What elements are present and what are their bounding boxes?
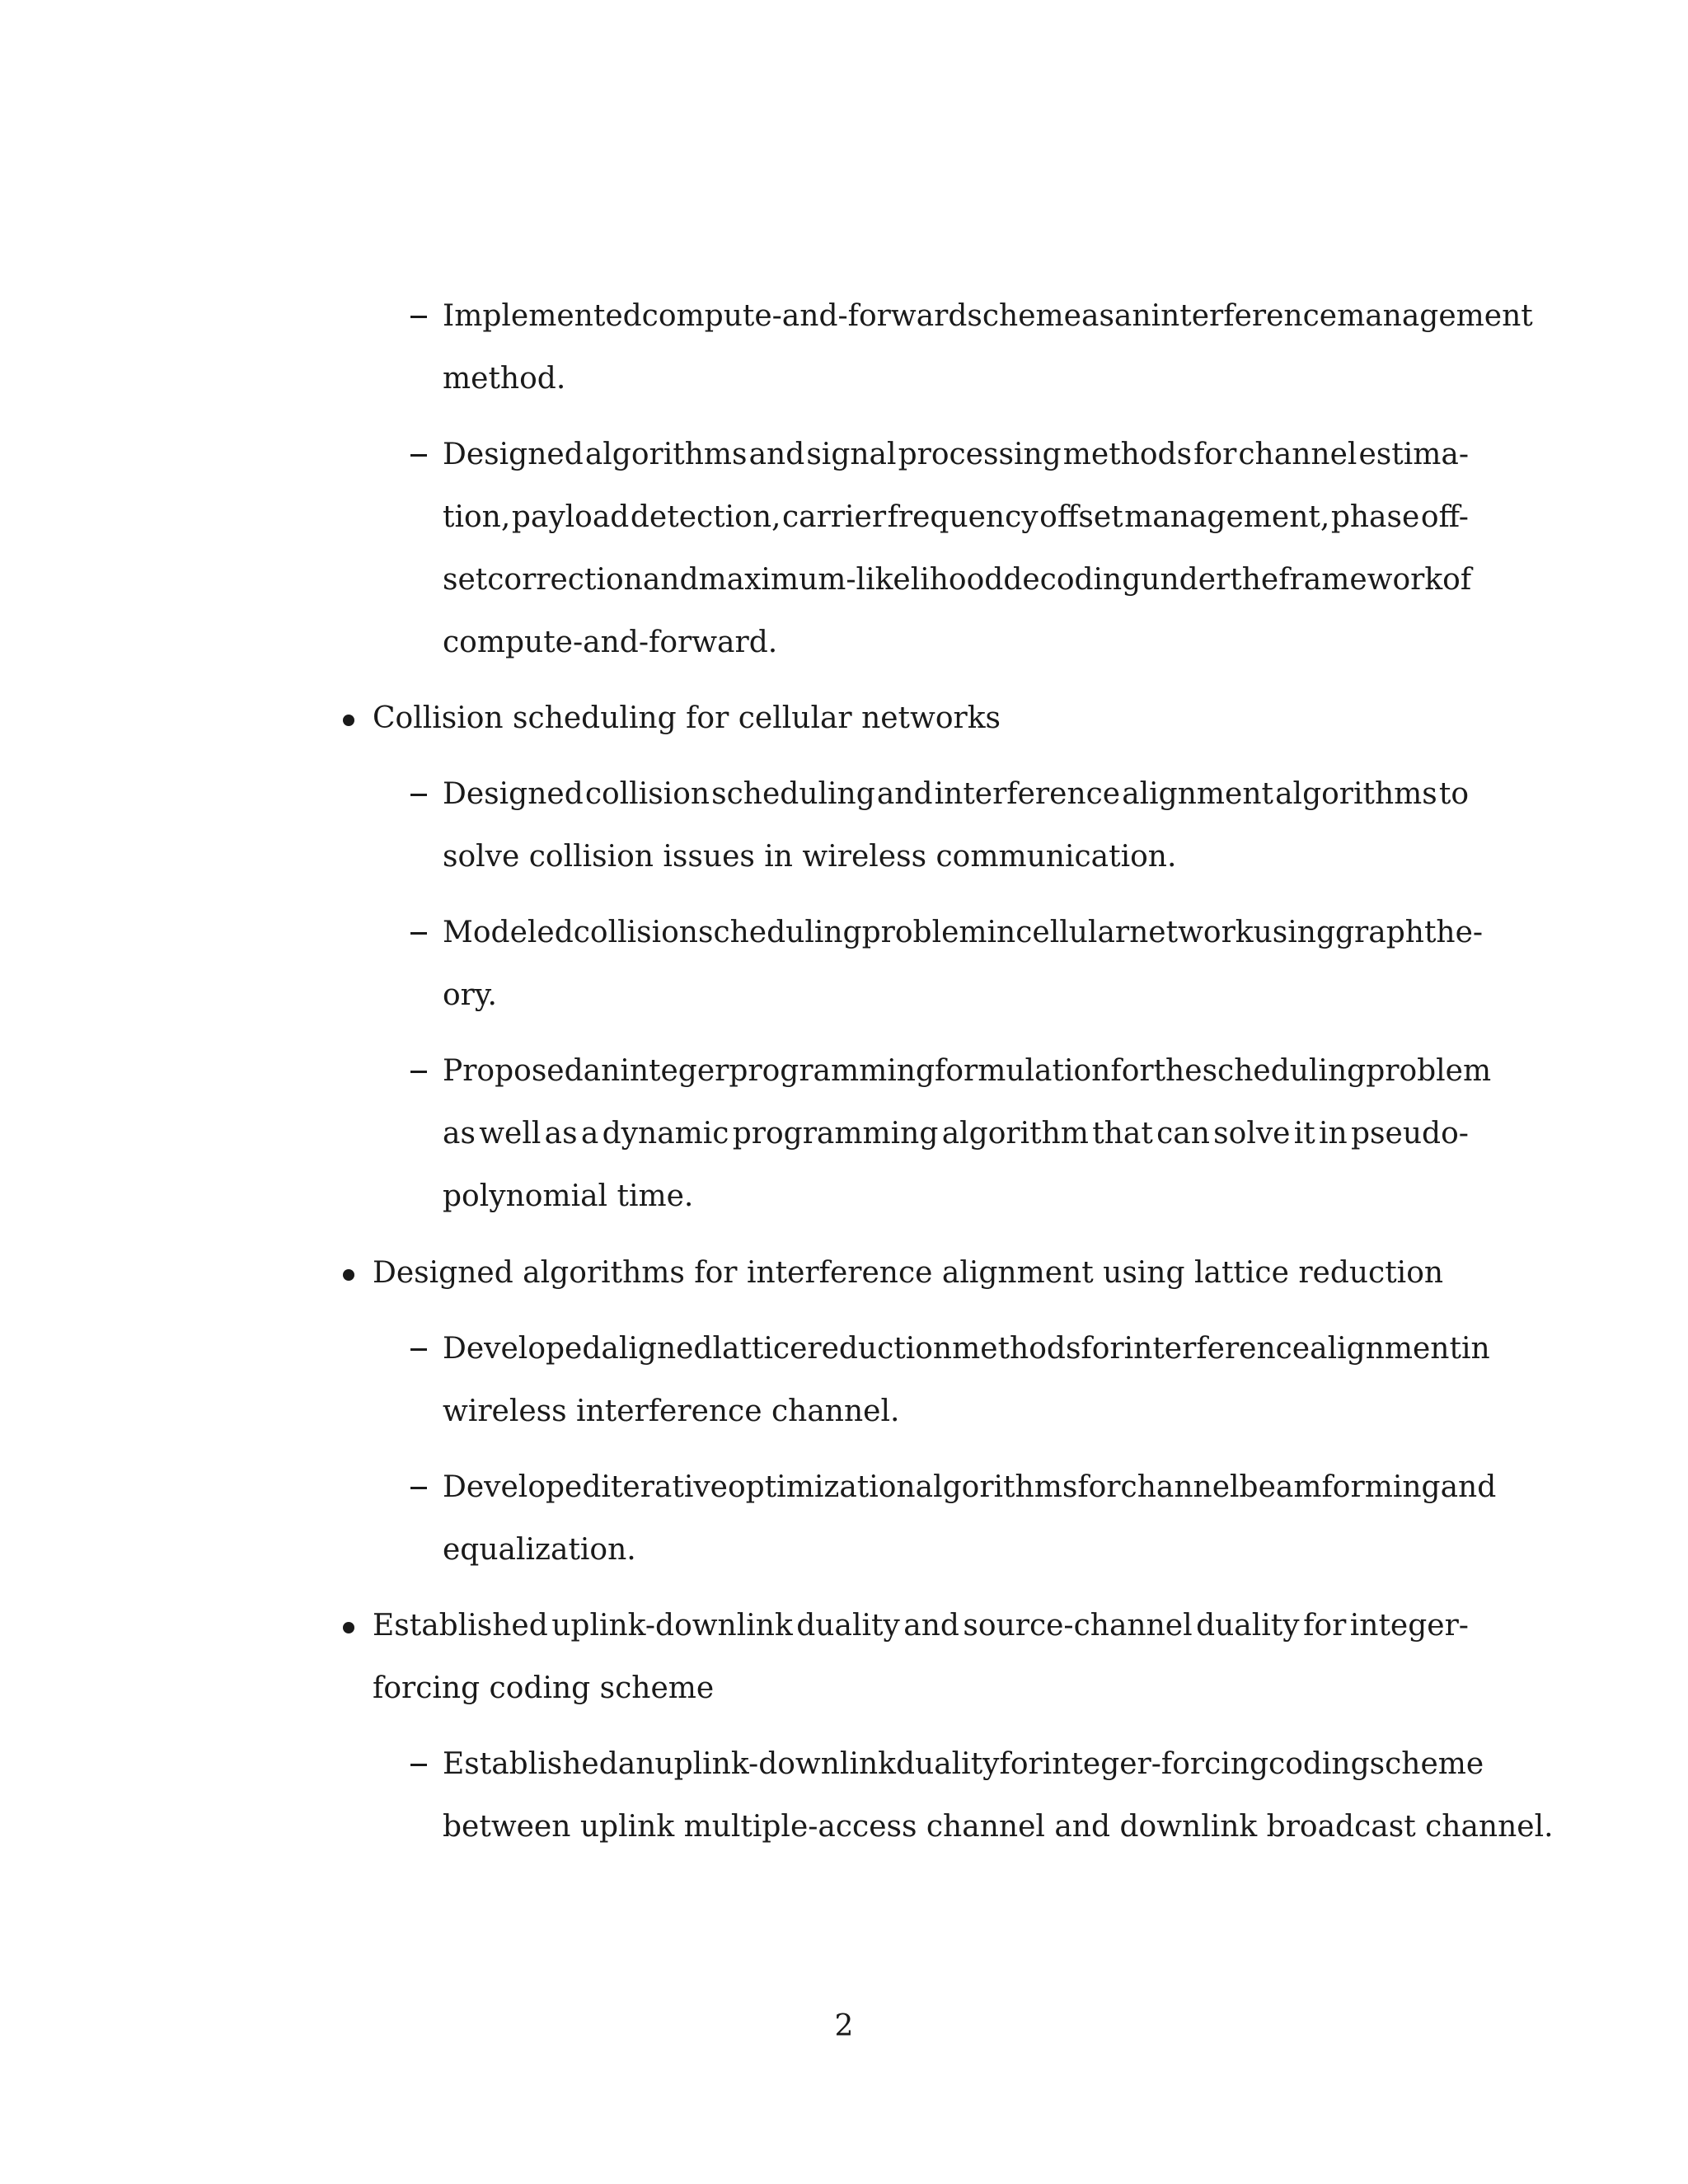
bullet-item-line: Established uplink-downlink duality and source-channel duality for integer- (373, 1609, 1469, 1643)
bullet-icon (343, 715, 354, 726)
sub-item-line: Modeled collision scheduling problem in cellular network using graph the- (443, 916, 1484, 949)
dash-icon (410, 794, 427, 796)
sub-item-line: solve collision issues in wireless communication. (443, 840, 1177, 874)
dash-icon (410, 316, 427, 318)
sub-item-line: polynomial time. (443, 1179, 694, 1213)
sub-item-line: Developed aligned lattice reduction methods for interference alignment in (443, 1332, 1490, 1366)
bullet-icon (343, 1622, 354, 1633)
sub-item-line: Implemented compute-and-forward scheme as an interference management (443, 299, 1533, 333)
sub-item-line: Established an uplink-downlink duality for integer-forcing coding scheme (443, 1747, 1484, 1781)
sub-item-line: equalization. (443, 1533, 636, 1567)
sub-item-line: ory. (443, 978, 497, 1012)
sub-item-line: wireless interference channel. (443, 1394, 900, 1428)
sub-item-line: tion, payload detection, carrier frequency offset management, phase off- (443, 500, 1469, 534)
bullet-icon (343, 1269, 354, 1281)
bullet-item-line: Collision scheduling for cellular networks (373, 701, 1001, 735)
sub-item-line: method. (443, 362, 566, 396)
dash-icon (410, 1071, 427, 1073)
sub-item-line: Designed collision scheduling and interference alignment algorithms to (443, 777, 1469, 811)
page-number: 2 (834, 2009, 854, 2043)
dash-icon (410, 1348, 427, 1351)
sub-item-line: Designed algorithms and signal processing methods for channel estima- (443, 438, 1469, 471)
dash-icon (410, 454, 427, 457)
sub-item-line: compute-and-forward. (443, 626, 778, 659)
dash-icon (410, 1487, 427, 1489)
dash-icon (410, 932, 427, 935)
dash-icon (410, 1764, 427, 1766)
bullet-item-line: forcing coding scheme (373, 1671, 715, 1705)
sub-item-line: between uplink multiple-access channel and downlink broadcast channel. (443, 1810, 1554, 1844)
bullet-item-line: Designed algorithms for interference alignment using lattice reduction (373, 1256, 1444, 1290)
sub-item-line: as well as a dynamic programming algorithm that can solve it in pseudo- (443, 1117, 1469, 1151)
sub-item-line: set correction and maximum-likelihood decoding under the framework of (443, 563, 1472, 597)
sub-item-line: Proposed an integer programming formulation for the scheduling problem (443, 1054, 1492, 1088)
sub-item-line: Developed iterative optimization algorithms for channel beamforming and (443, 1470, 1497, 1504)
